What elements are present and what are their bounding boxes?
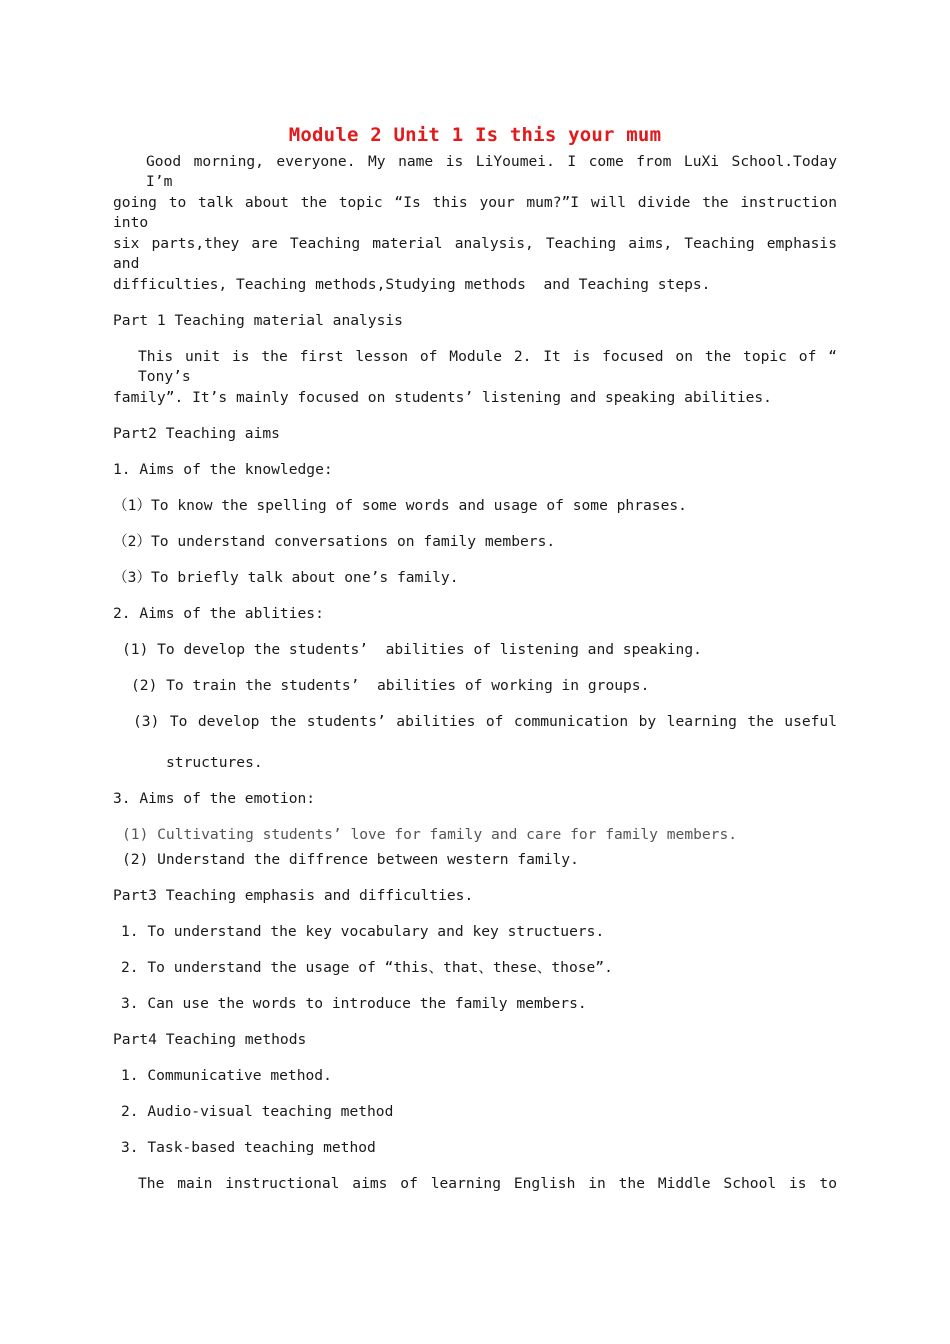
subsection-heading: 3. Aims of the emotion: [113, 790, 316, 807]
list-item: (2) Understand the diffrence between western family. [122, 851, 579, 868]
list-item: （3）To briefly talk about one’s family. [113, 569, 459, 586]
list-item: 3. Can use the words to introduce the family members. [121, 995, 587, 1012]
list-item: （2）To understand conversations on family members. [113, 533, 556, 550]
list-item: 3. Task-based teaching method [121, 1139, 376, 1156]
section-heading: Part 1 Teaching material analysis [113, 312, 403, 329]
paragraph-line: This unit is the first lesson of Module 2. It is focused on the topic of “ Tony’s [138, 348, 837, 385]
list-item: 2. Audio-visual teaching method [121, 1103, 394, 1120]
list-item-continuation: structures. [166, 754, 263, 771]
subsection-heading: 2. Aims of the ablities: [113, 605, 324, 622]
intro-line: Good morning, everyone. My name is LiYoumei. I come from LuXi School.Today I’m [146, 153, 837, 190]
list-item: 2. To understand the usage of “this、that、these、those”. [121, 959, 613, 976]
list-item: (3) To develop the students’ abilities of communication by learning the useful [133, 713, 837, 730]
intro-line: six parts,they are Teaching material analysis, Teaching aims, Teaching emphasis and [113, 235, 837, 272]
section-heading: Part4 Teaching methods [113, 1031, 307, 1048]
paragraph-line: family”. It’s mainly focused on students’ listening and speaking abilities. [113, 389, 772, 406]
paragraph-line: The main instructional aims of learning English in the Middle School is to [138, 1175, 837, 1192]
list-item: (1) To develop the students’ abilities of listening and speaking. [122, 641, 702, 658]
list-item: 1. Communicative method. [121, 1067, 332, 1084]
document-title: Module 2 Unit 1 Is this your mum [288, 124, 662, 146]
list-item: 1. To understand the key vocabulary and key structuers. [121, 923, 605, 940]
list-item: （1）To know the spelling of some words and usage of some phrases. [113, 497, 687, 514]
list-item: (2) To train the students’ abilities of working in groups. [131, 677, 650, 694]
section-heading: Part3 Teaching emphasis and difficulties. [113, 887, 474, 904]
intro-line: going to talk about the topic “Is this your mum?”I will divide the instruction into [113, 194, 837, 231]
subsection-heading: 1. Aims of the knowledge: [113, 461, 333, 478]
section-heading: Part2 Teaching aims [113, 425, 280, 442]
intro-line: difficulties, Teaching methods,Studying methods and Teaching steps. [113, 276, 711, 293]
list-item: (1) Cultivating students’ love for family and care for family members. [122, 826, 738, 843]
